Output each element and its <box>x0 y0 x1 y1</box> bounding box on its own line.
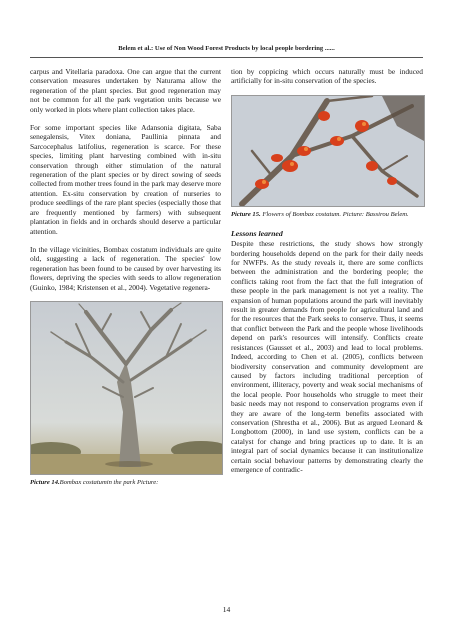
running-header: Belem et al.: Use of Non Wood Forest Products by local people bordering ...... <box>118 45 335 52</box>
picture-15-label: Picture 15. <box>231 210 261 218</box>
picture-14-caption <box>30 479 221 487</box>
lessons-learned-paragraph: Despite these restrictions, the study shows how strongly bordering households depend on the park for their daily needs for NWFPs. As the study reveals it, there are some conflicts between the administration and the bordering people; the conflicts taking root from the fact that the full integration of these people in the park management is not yet a reality. The expansion of human populations around the park will inevitably result in greater demands from people for agricultural land and for the resources that the Park seeks to conserve. Thus, it seems that conflict between the Park and the people whose livelihoods depend on park's resources will intensify. Conflicts create resistances (Gausset et al., 2003) and lead to local problems. Indeed, according to Chen et al. (2005), conflicts between biodiversity conservation and community development are caused by factors including traditional perception of environment, illiteracy, poverty and weak social mechanisms of the local people. Poor households who struggle to meet their basic needs may not respond to conservation programs even if they are aware of the long-term benefits associated with conservation (Shrestha et al., 2006). But as argued Leonard & Longbottom (2000), in land use system, conflicts can be a catalyst for change and bring practices up to date. It is an integral part of social dynamics because it can institutionalize certain social behaviour patterns by demonstrating clearly the emergence of contradic- <box>231 239 423 474</box>
picture-14-caption-text: Bombax costatumin the park Picture: <box>59 478 159 486</box>
right-intro-paragraph: tion by coppicing which occurs naturally must be induced artificially for in-situ conservation of the species. <box>231 67 423 86</box>
picture-15-flowers-photo <box>231 95 425 207</box>
picture-14-baobab-tree-photo <box>30 301 223 475</box>
left-column <box>30 67 221 497</box>
picture-15-caption <box>231 211 423 219</box>
left-paragraph-1: carpus and Vitellaria paradoxa. One can argue that the current conservation measures undertaken by Naturama allow the regeneration of the plant species. But good regeneration may not be common for all the park vegetation units because we only worked in plots where plant collection takes place. <box>30 67 221 114</box>
right-column <box>231 67 423 483</box>
left-paragraph-2: For some important species like Adansonia digitata, Saba senegalensis, Vitex doniana, Paullinia pinnata and Sarcocephalus latifolius, regeneration is scarce. For these species, limiting plant harvesting combined with in-situ conservation through either stimulation of the natural regeneration of the plant species or by direct sowing of seeds collected from mother trees found in the park may deserve more attention. Ex-situ conservation by creation of nurseries to produce seedlings of the rare plant species (especially those that are frequently mentioned by farmers) with subsequent plantation in fields and in orchards should deserve a particular attention. <box>30 123 221 236</box>
picture-15-caption-text: Flowers of Bombax costatum. Picture: Bassirou Belem. <box>260 210 409 218</box>
page-number: 14 <box>222 605 231 614</box>
left-paragraph-3: In the village vicinities, Bombax costatum individuals are quite old, suggesting a lack of regeneration. The species' low regeneration has been found to be caused by over harvesting its flowers, depriving the species with seeds to allow regeneration (Guinko, 1984; Kristensen et al., 2004). Vegetative regenera- <box>30 244 221 292</box>
section-heading-lessons-learned: Lessons learned <box>231 229 283 239</box>
header-rule <box>30 57 423 58</box>
picture-14-label: Picture 14. <box>30 478 60 486</box>
